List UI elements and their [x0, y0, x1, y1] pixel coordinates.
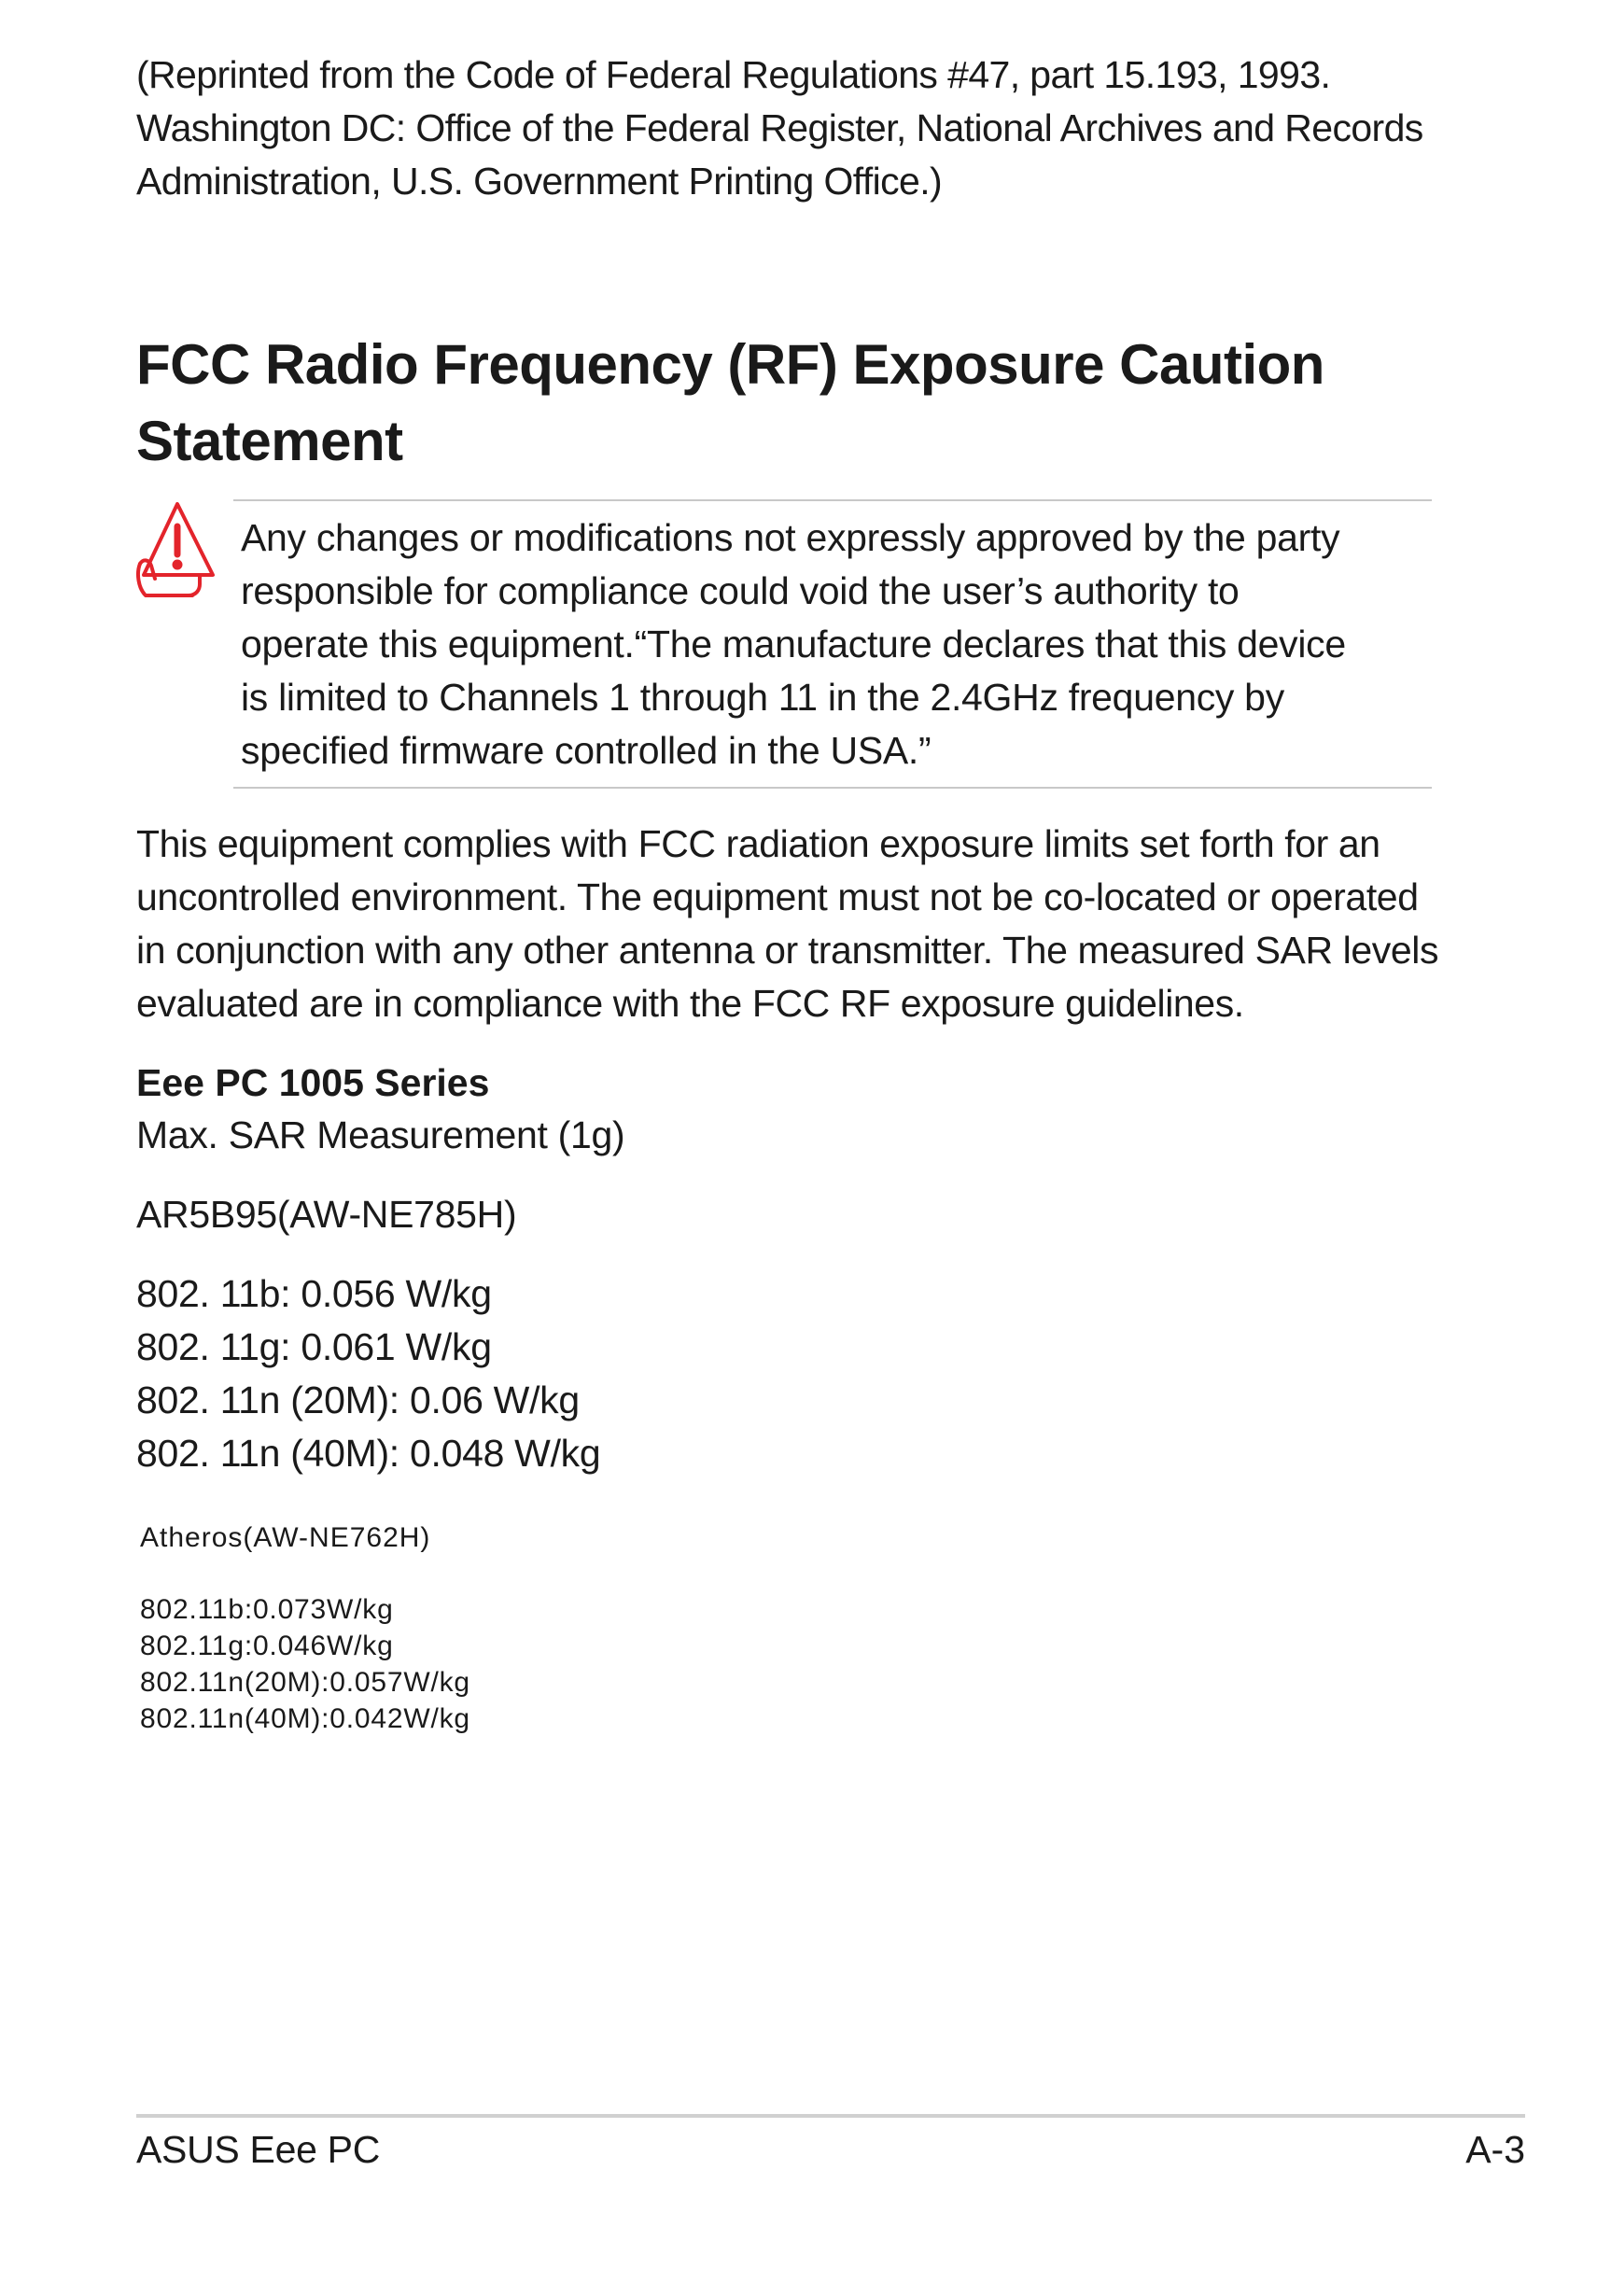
footer-divider	[136, 2114, 1525, 2118]
caution-bottom-divider	[233, 787, 1432, 789]
module-name: AR5B95(AW-NE785H)	[136, 1193, 517, 1236]
caution-statement	[241, 511, 1445, 777]
caution-hand-warning-icon	[134, 498, 220, 603]
compliance-line: evaluated are in compliance with the FCC RF exposure guidelines.	[136, 982, 1244, 1025]
compliance-paragraph	[136, 818, 1518, 1030]
sar-measurement-item: 802. 11g: 0.061 W/kg	[136, 1325, 492, 1368]
sar-measurement-list	[136, 1267, 600, 1480]
sar-measurement-item: 802.11n(40M):0.042W/kg	[140, 1703, 470, 1734]
sar-measurement-list	[140, 1591, 470, 1737]
sar-measurement-item: 802.11b:0.073W/kg	[140, 1594, 394, 1625]
caution-line: specified firmware controlled in the USA.”	[241, 729, 932, 772]
series-title: Eee PC 1005 Series	[136, 1061, 490, 1104]
sar-measurement-item: 802. 11n (40M): 0.048 W/kg	[136, 1432, 601, 1475]
compliance-line: uncontrolled environment. The equipment must not be co-located or operated	[136, 875, 1419, 918]
caution-line: is limited to Channels 1 through 11 in the 2.4GHz frequency by	[241, 676, 1284, 719]
reprint-note	[136, 49, 1499, 208]
compliance-line: in conjunction with any other antenna or transmitter. The measured SAR levels	[136, 929, 1439, 972]
sar-measurement-item: 802.11g:0.046W/kg	[140, 1631, 394, 1661]
footer-product-name: ASUS Eee PC	[136, 2128, 381, 2171]
compliance-line: This equipment complies with FCC radiation exposure limits set forth for an	[136, 822, 1380, 865]
caution-line: operate this equipment.“The manufacture declares that this device	[241, 623, 1346, 665]
reprint-note-line: Administration, U.S. Government Printing Office.)	[136, 160, 943, 203]
section-title	[136, 327, 1499, 480]
caution-top-divider	[233, 499, 1432, 501]
caution-line: responsible for compliance could void the user’s authority to	[241, 569, 1240, 612]
sar-measurement-item: 802. 11n (20M): 0.06 W/kg	[136, 1379, 580, 1421]
footer-page-number: A-3	[1465, 2128, 1525, 2171]
section-title-line: FCC Radio Frequency (RF) Exposure Caution	[136, 333, 1324, 396]
caution-line: Any changes or modifications not expressly approved by the party	[241, 516, 1340, 559]
reprint-note-line: Washington DC: Office of the Federal Register, National Archives and Records	[136, 106, 1423, 149]
module-name: Atheros(AW-NE762H)	[140, 1522, 431, 1553]
section-title-line: Statement	[136, 410, 403, 472]
reprint-note-line: (Reprinted from the Code of Federal Regulations #47, part 15.193, 1993.	[136, 53, 1331, 96]
sar-measurement-label: Max. SAR Measurement (1g)	[136, 1113, 625, 1156]
sar-measurement-item: 802. 11b: 0.056 W/kg	[136, 1272, 492, 1315]
sar-measurement-item: 802.11n(20M):0.057W/kg	[140, 1667, 470, 1698]
